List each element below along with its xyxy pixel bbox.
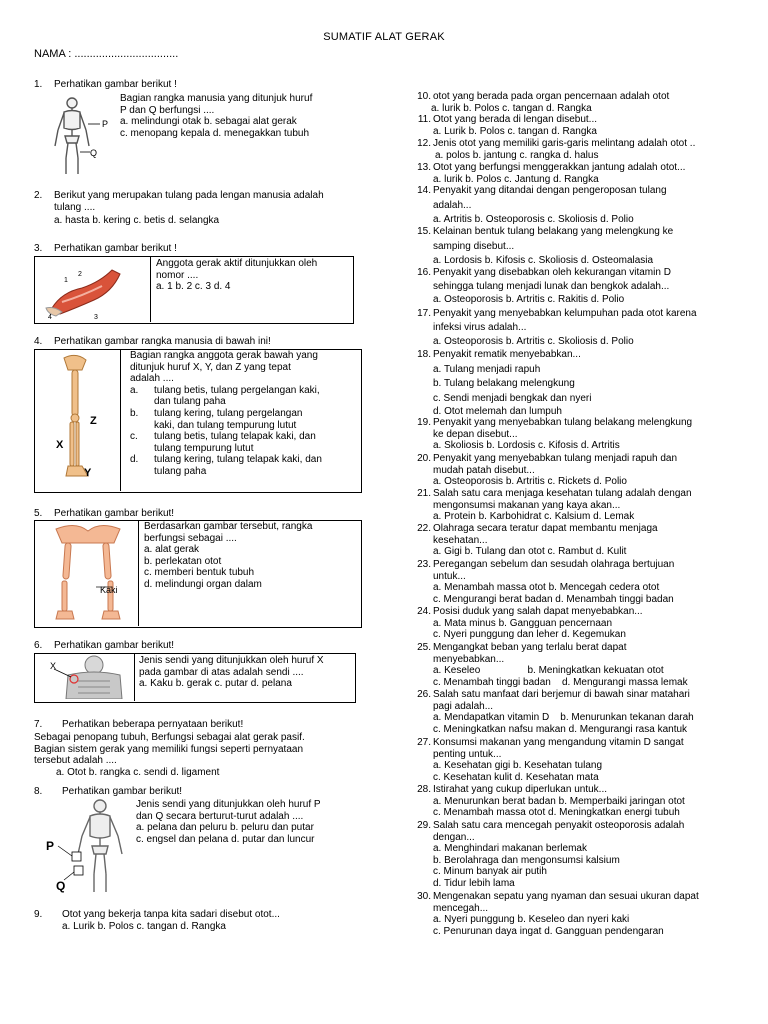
label-p: P: [102, 119, 109, 129]
page-title: SUMATIF ALAT GERAK: [323, 31, 445, 43]
question-text-line: Bagian rangka anggota gerak bawah yang: [130, 350, 318, 361]
option-d: d. tulang kering, tulang telapak kaki, dan tulang paha: [130, 454, 322, 477]
question-text-line: Sebagai penopang tubuh, Berfungsi sebagai alat gerak pasif.: [34, 732, 305, 743]
question-text-line: Perhatikan beberapa pernyataan berikut!: [62, 719, 244, 730]
question-text-line: dan Q secara berturut-turut adalah ....: [136, 810, 304, 822]
label-q: Q: [56, 879, 66, 893]
label-x: X: [50, 661, 57, 671]
leg-skeleton-image: [52, 352, 118, 486]
label-4: 4: [48, 314, 52, 320]
question-text-line: P dan Q berfungsi ....: [120, 104, 215, 116]
question-text-line: tersebut adalah ....: [34, 755, 117, 767]
option-line: c. menopang kepala d. menegakkan tubuh: [120, 127, 310, 139]
option-line: a. Otot b. rangka c. sendi d. ligament: [56, 766, 220, 778]
question-text-line: berfungsi sebagai ....: [144, 532, 237, 544]
option-a: a. tulang betis, tulang pergelangan kaki, dan tulang paha: [130, 384, 320, 408]
label-2: 2: [78, 271, 82, 278]
question-stem: Perhatikan gambar berikut !: [54, 79, 177, 90]
option-line: c. memberi bentuk tubuh: [144, 567, 255, 579]
option-line: d. melindungi organ dalam: [144, 578, 262, 590]
question-number: 4.: [34, 336, 43, 347]
skeleton-joints-image: [44, 798, 130, 896]
question-text-line: Jenis sendi yang ditunjukkan oleh huruf P: [136, 799, 321, 810]
question-stem: Perhatikan gambar berikut !: [54, 243, 177, 254]
question-text-line: nomor ....: [156, 269, 199, 281]
label-3: 3: [94, 314, 98, 320]
question-text-line: Jenis sendi yang ditunjukkan oleh huruf X: [139, 655, 324, 666]
question-number: 5.: [34, 508, 43, 519]
question-text-line: adalah ....: [130, 373, 174, 385]
question-number: 8.: [34, 786, 43, 797]
option-line: b. perlekatan otot: [144, 555, 222, 567]
question-text-line: tulang ....: [54, 201, 96, 213]
question-number: 7.: [34, 719, 43, 730]
option-line: a. Lurik b. Polos c. tangan d. Rangka: [62, 920, 226, 932]
option-line: a. alat gerak: [144, 544, 200, 556]
question-text-line: Berdasarkan gambar tersebut, rangka: [144, 521, 313, 532]
arm-muscle-image: [42, 262, 142, 320]
question-stem: Perhatikan gambar rangka manusia di bawah ini!: [54, 336, 271, 347]
question-text-line: Bagian rangka manusia yang ditunjuk huruf: [120, 93, 313, 104]
question-number: 3.: [34, 243, 43, 254]
question-text-line: Anggota gerak aktif ditunjukkan oleh: [156, 258, 318, 269]
label-1: 1: [64, 277, 68, 284]
option-line: a. pelana dan peluru b. peluru dan putar: [136, 822, 314, 834]
question-number: 9.: [34, 909, 43, 920]
option-line: a. melindungi otak b. sebagai alat gerak: [120, 116, 297, 128]
label-x: X: [56, 439, 64, 451]
option-line: a. Kaku b. gerak c. putar d. pelana: [139, 678, 292, 690]
question-text-line: Otot yang bekerja tanpa kita sadari disebut otot...: [62, 909, 280, 920]
question-text-line: pada gambar di atas adalah sendi ....: [139, 666, 304, 678]
question-text-line: Berikut yang merupakan tulang pada lengan manusia adalah: [54, 190, 324, 201]
label-z: Z: [90, 415, 97, 427]
question-text-line: Bagian sistem gerak yang memiliki fungsi seperti pernyataan: [34, 743, 304, 755]
option-b: b. tulang kering, tulang pergelangan kaki, dan tulang tempurung lutut: [130, 407, 303, 431]
question-number: 1.: [34, 79, 43, 90]
option-line: a. hasta b. kering c. betis d. selangka: [54, 215, 220, 227]
question-stem: Perhatikan gambar berikut!: [62, 786, 183, 797]
question-stem: Perhatikan gambar berikut!: [54, 640, 175, 651]
name-field-label: NAMA : ..................................: [34, 48, 179, 60]
question-number: 6.: [34, 640, 43, 651]
question-stem: Perhatikan gambar berikut!: [54, 508, 175, 519]
label-y: Y: [84, 467, 92, 479]
option-c: c. tulang betis, tulang telapak kaki, dan tulang tempurung lutut: [130, 431, 316, 454]
option-line: c. engsel dan pelana d. putar dan luncur: [136, 833, 315, 845]
question-text-line: ditunjuk huruf X, Y, dan Z yang tepat: [130, 361, 291, 373]
question-number: 2.: [34, 190, 43, 201]
label-q: Q: [90, 148, 98, 158]
label-kaki: Kaki: [100, 585, 118, 595]
skeleton-image: [50, 96, 120, 178]
label-p: P: [46, 839, 55, 853]
leg-bones-image: [46, 523, 136, 623]
option-line: a. 1 b. 2 c. 3 d. 4: [156, 281, 231, 293]
shoulder-joint-image: [38, 655, 130, 699]
